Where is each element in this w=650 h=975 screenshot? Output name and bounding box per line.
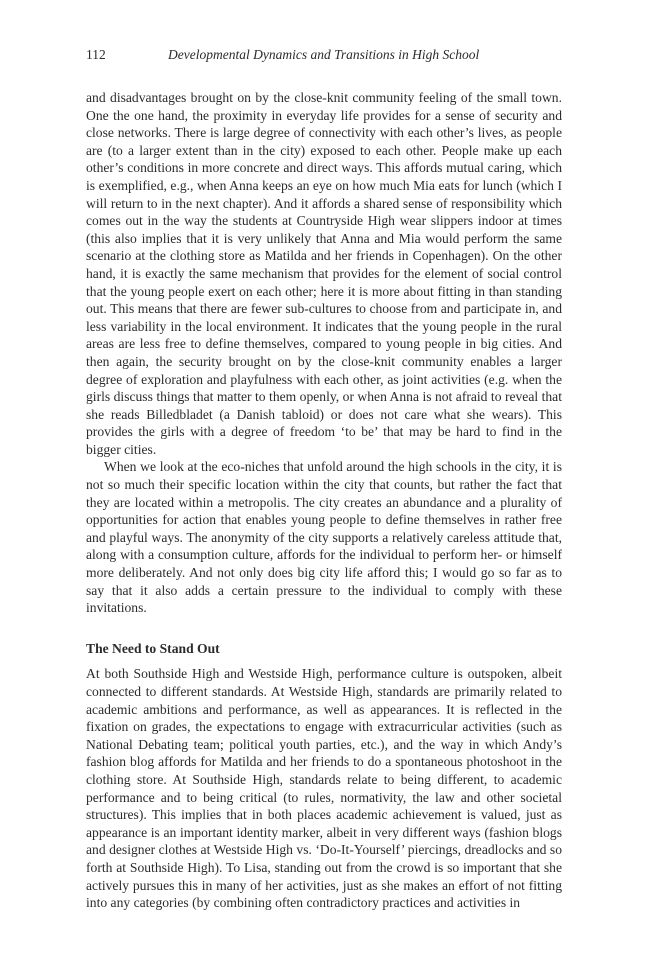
section-heading: The Need to Stand Out xyxy=(86,640,220,656)
paragraph-eco-niches: When we look at the eco-niches that unfold around the high schools in the city, it is not so much their specific location within the city that counts, but rather the fact that they are located within a metropolis. The city creates an abundance and a plurality of opportunities for action that enables young people to define themselves in rather free and playful ways. The anonymity of the city supports a relatively careless attitude that, along with a consumption culture, affords for the individual to perform her- or himself more deliberately. And not only does big city life afford this; I would go so far as to say that it also adds a certain pressure to the individual to comply with these invitations. xyxy=(86,459,562,616)
body-text xyxy=(86,89,562,912)
running-title: Developmental Dynamics and Transitions in High School xyxy=(168,47,480,62)
page-number: 112 xyxy=(86,47,106,62)
paragraph-continued: and disadvantages brought on by the close-knit community feeling of the small town. One the one hand, the proximity in everyday life provides for a sense of security and close networks. There is large degree of connectivity with each other’s lives, as people are (to a larger extent than in the city) exposed to each other. People make up each other’s conditions in more concrete and direct ways. This affords mutual caring, which is exemplified, e.g., when Anna keeps an eye on how much Mia eats for lunch (which I will return to in the next chapter). And it affords a shared sense of responsibility which comes out in the way the students at Countryside High wear slippers indoor at times (this also implies that it is very unlikely that Anna and Mia would perform the same scenario at the clothing store as Matilda and her friends in Copenhagen). On the other hand, it is exactly the same mechanism that provides for the element of social control that the young people exert on each other; here it is more about fitting in than standing out. This means that there are fewer sub-cultures to choose from and participate in, and less variability in the local environment. It indicates that the young people in the rural areas are less free to define themselves, compared to young people in big cities. And then again, the security brought on by the close-knit community enables a larger degree of exploration and playfulness with each other, as joint activities (e.g. when the girls discuss things that matter to them openly, or when Anna is not afraid to reveal that she reads Billedbladet (a Danish tabloid) or does not care what she wears). This provides the girls with a degree of freedom ‘to be’ that may be hard to find in the bigger cities. xyxy=(86,90,562,457)
paragraph-performance-culture: At both Southside High and Westside High, performance culture is outspoken, albeit connected to different standards. At Westside High, standards are primarily related to academic ambitions and performance, as well as appearances. It is reflected in the fixation on grades, the expectations to engage with extracurricular activities (such as National Debating team; political youth parties, etc.), and the way in which Andy’s fashion blog affords for Matilda and her friends to do a spontaneous photoshoot in the clothing store. At Southside High, standards relate to being different, to academic performance and to being critical (to rules, normativity, the law and other societal structures). This implies that in both places academic achievement is valued, just as appearance is an important identity marker, albeit in very different ways (fashion blogs and designer clothes at Westside High vs. ‘Do-It-Yourself’ piercings, dreadlocks and so forth at Southside High). To Lisa, standing out from the crowd is so important that she actively pursues this in many of her activities, just as she makes an effort of not fitting into any categories (by combining often contradictory practices and activities in xyxy=(86,666,562,911)
